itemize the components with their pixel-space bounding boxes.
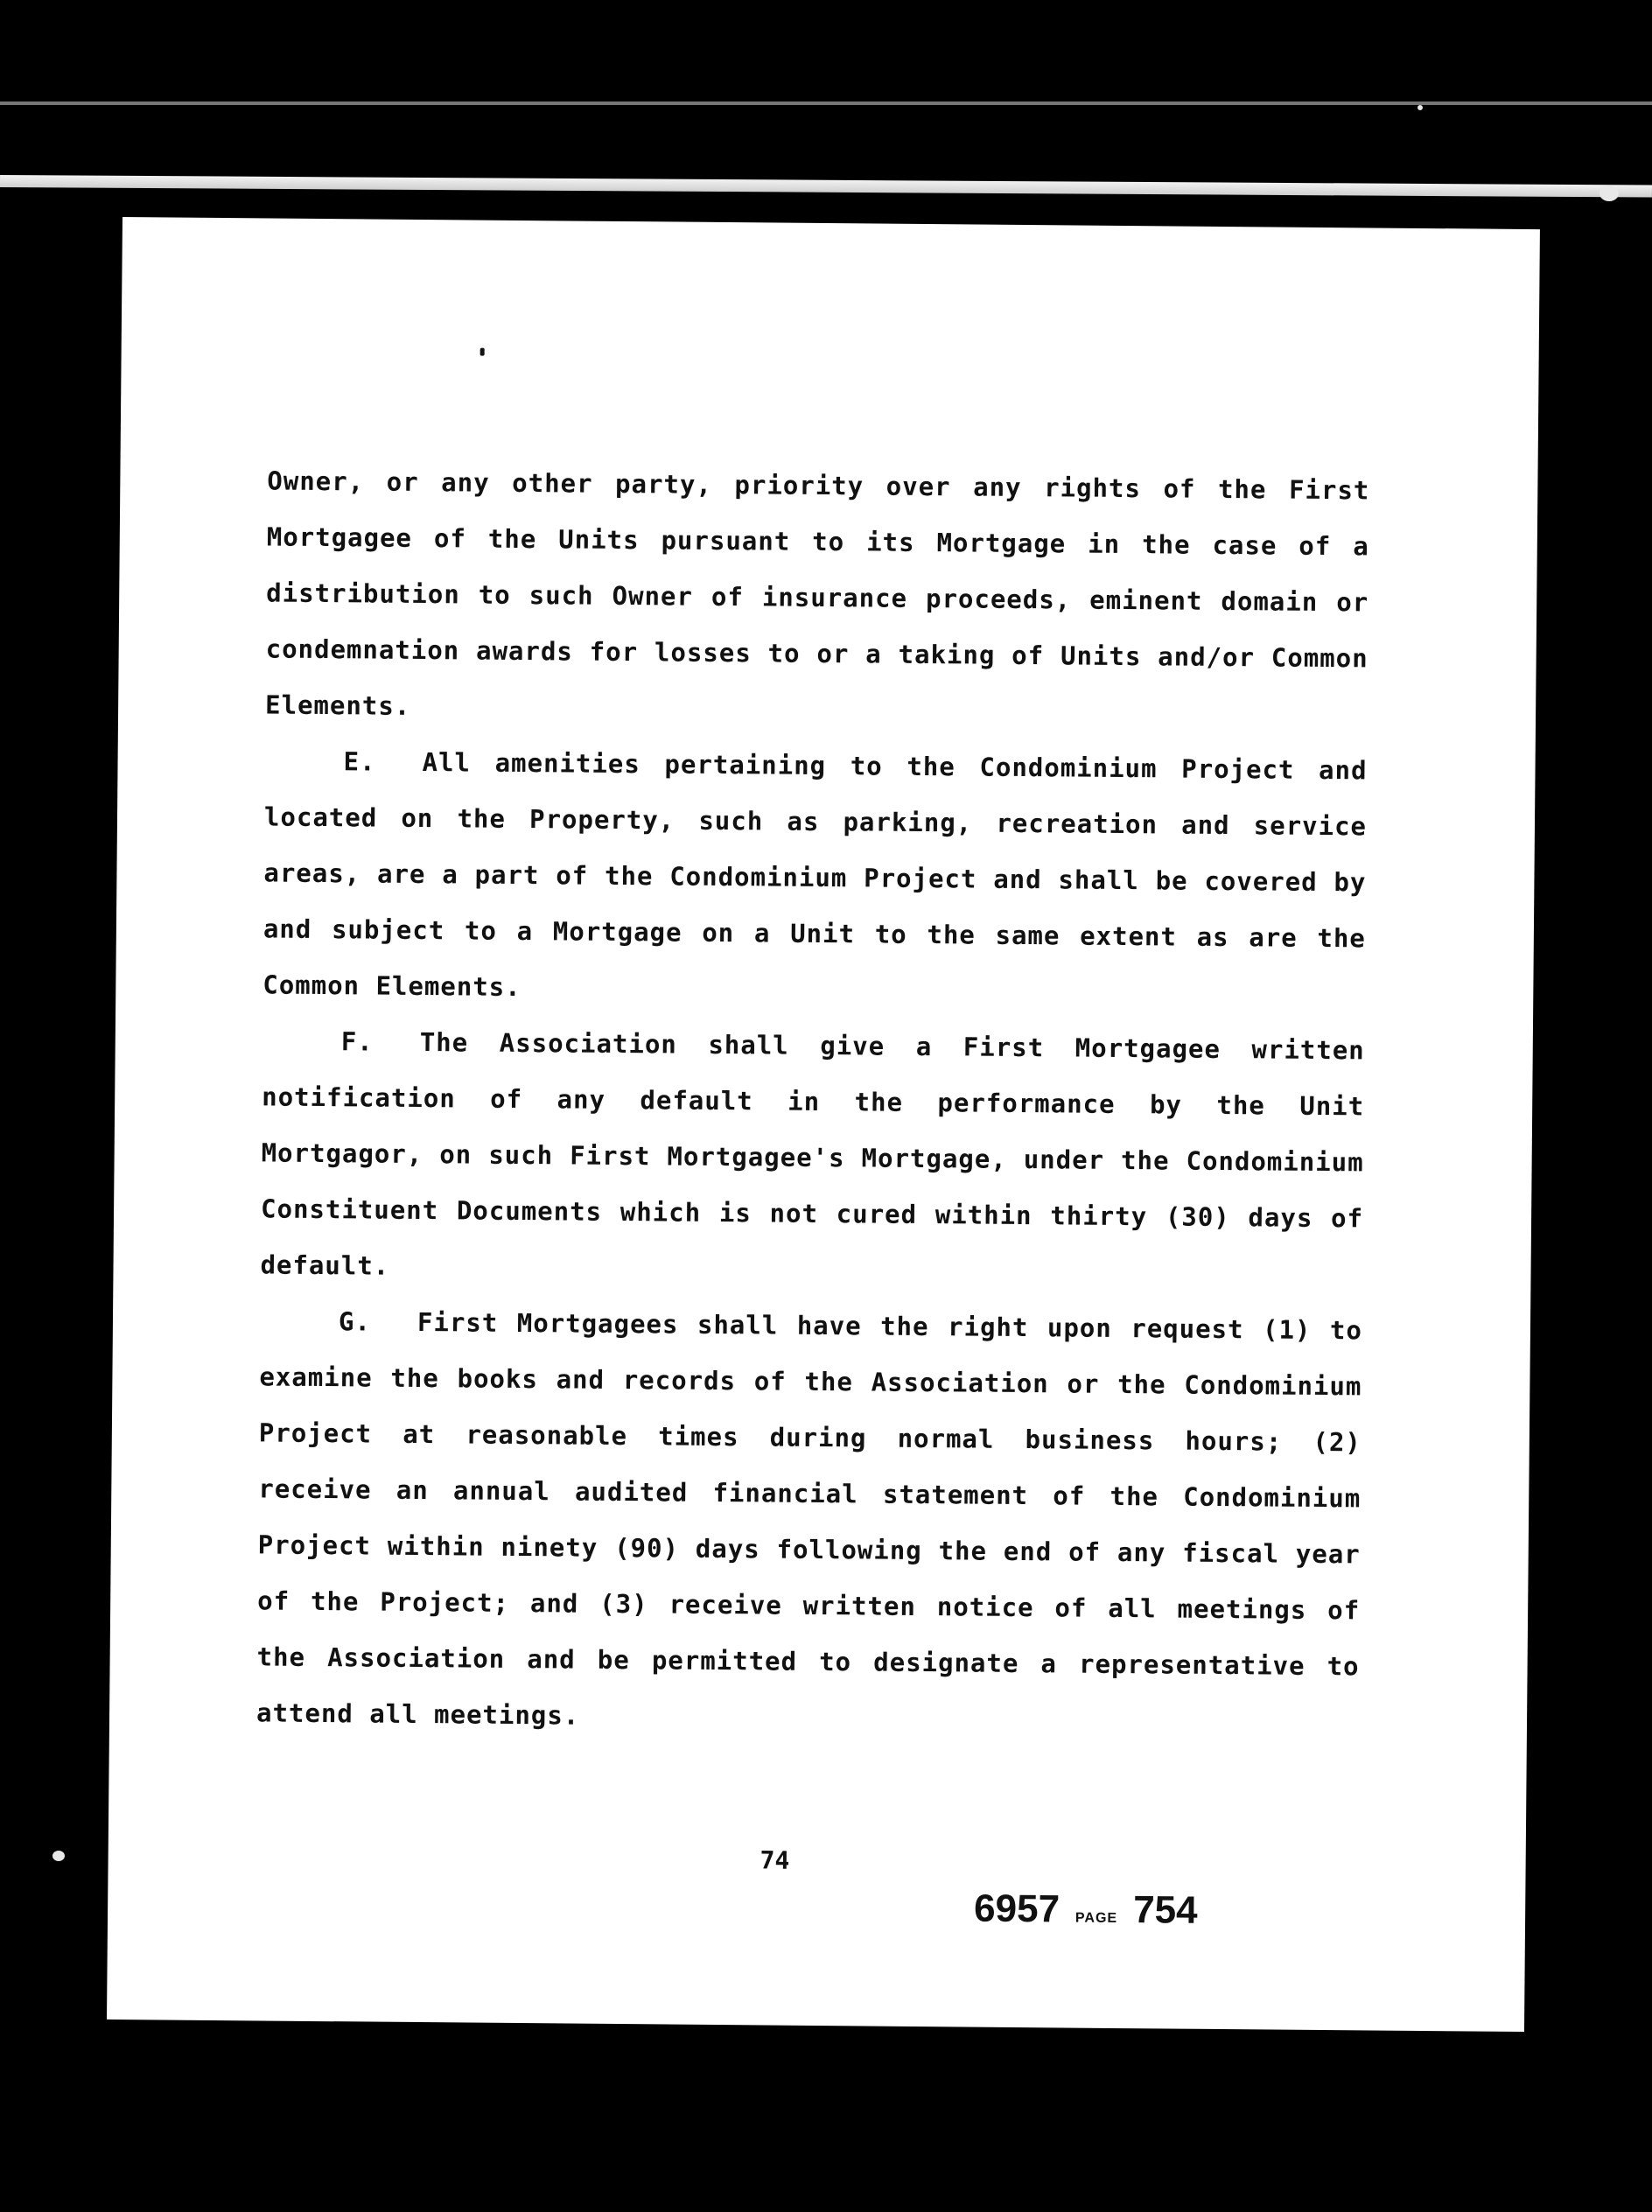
- paragraph-text: First Mortgagees shall have the right upon request (1) to examine the books and records of the Association or the Condominium Project at reasonable times during normal business hours; (2) receive an annual audited financial statement of the Condominium Project within ninety (90) days following the end of any fiscal year of the Project; and (3) receive written notice of all meetings of the Association and be permitted to designate a representative to attend all meetings.: [256, 1306, 1363, 1731]
- book-page-label: PAGE: [1074, 1910, 1118, 1926]
- page-number: 74: [760, 1845, 790, 1875]
- paragraph-label: F.: [340, 1026, 374, 1057]
- scan-speck: [1600, 186, 1619, 201]
- paragraph-label: G.: [338, 1306, 372, 1337]
- paragraph-label: E.: [343, 746, 376, 777]
- book-number: 6957: [973, 1886, 1060, 1931]
- scan-edge-band: [0, 175, 1652, 198]
- paragraph-f: [260, 1012, 1365, 1302]
- paragraph-text: Owner, or any other party, priority over any rights of the First Mortgagee of the Units pursuant to its Mortgage in the case of a distribution to such Owner of insurance proceeds, eminent domain or condemnation awards for losses to or a taking of Units and/or Common Elements.: [264, 466, 1370, 721]
- paragraph-continuation: [265, 452, 1370, 742]
- scan-edge-top: [0, 102, 1652, 105]
- paragraph-text: The Association shall give a First Mortgagee written notification of any default in the performance by the Unit Mortgagor, on such First Mortgagee's Mortgage, under the Condominium Constituent Documents which is not cured within thirty (30) days of default.: [260, 1027, 1365, 1281]
- book-page-number: 754: [1132, 1888, 1198, 1932]
- paragraph-text: All amenities pertaining to the Condominium Project and located on the Property, such as parking, recreation and service areas, are a part of the Condominium Project and shall be covered by and subject to a Mortgage on a Unit to the same extent as are the Common Elements.: [262, 747, 1368, 1003]
- page-speck: [480, 348, 485, 356]
- document-body: [256, 452, 1370, 1750]
- paragraph-e: [262, 732, 1368, 1022]
- scan-speck: [1418, 105, 1423, 110]
- paragraph-g: [256, 1292, 1362, 1750]
- book-page-stamp: [974, 1887, 1198, 1933]
- scan-speck: [52, 1851, 65, 1861]
- document-page: [107, 217, 1540, 2032]
